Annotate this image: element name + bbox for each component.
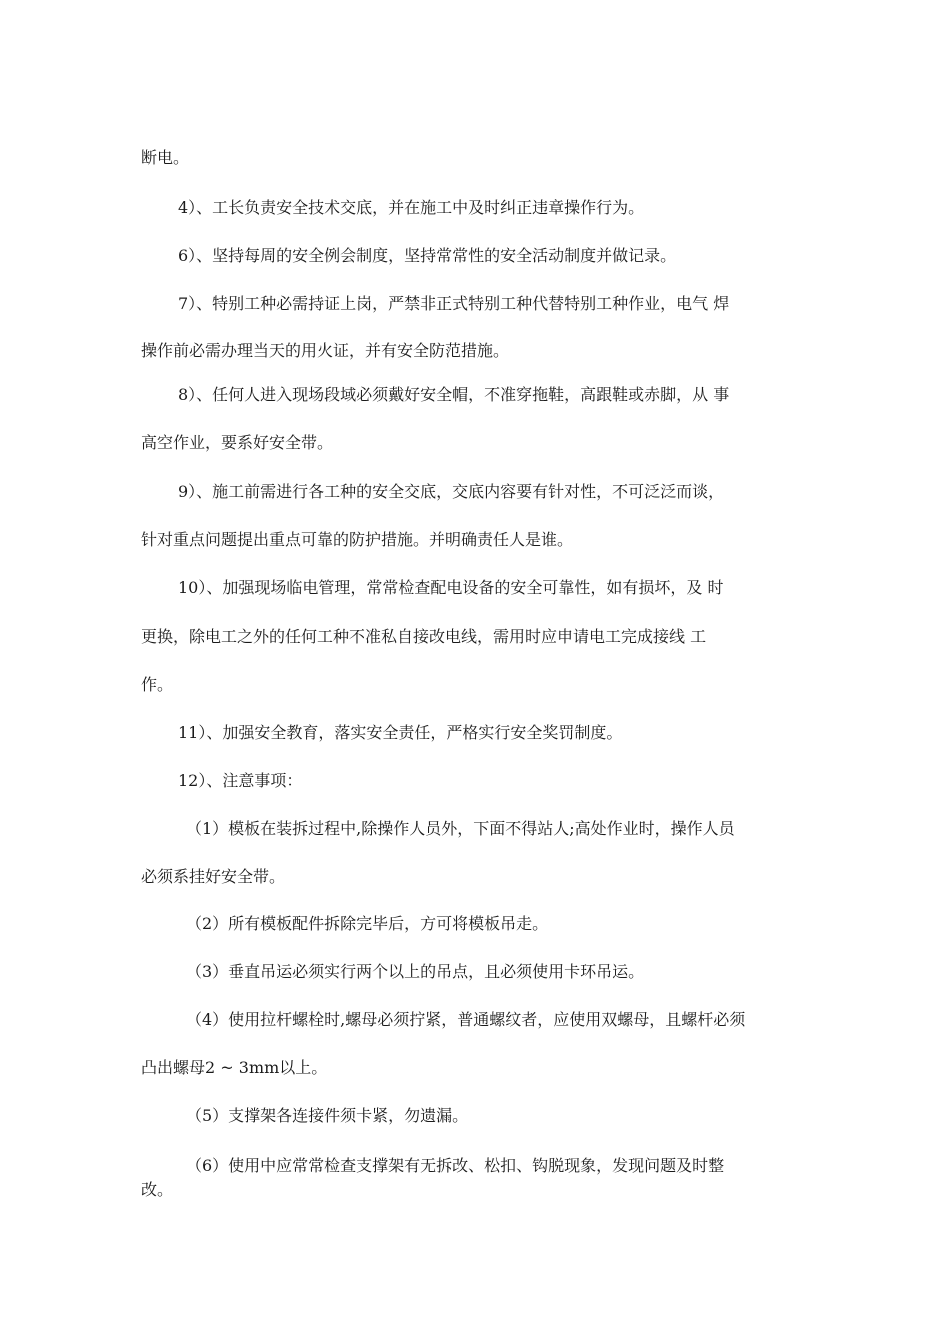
text-line: 11）、加强安全教育，落实安全责任，严格实行安全奖罚制度。 bbox=[178, 723, 623, 742]
text-line: 针对重点问题提出重点可靠的防护措施。并明确责任人是谁。 bbox=[141, 530, 574, 549]
text-line: 9）、施工前需进行各工种的安全交底，交底内容要有针对性，不可泛泛而谈， bbox=[178, 482, 725, 501]
text-line: 操作前必需办理当天的用火证，并有安全防范措施。 bbox=[141, 341, 510, 360]
text-line: 断电。 bbox=[141, 148, 190, 167]
text-line: 4）、工长负责安全技术交底，并在施工中及时纠正违章操作行为。 bbox=[178, 198, 645, 217]
text-line: （2）所有模板配件拆除完毕后，方可将模板吊走。 bbox=[186, 914, 549, 933]
text-line: 12）、注意事项： bbox=[178, 771, 303, 790]
text-line: 改。 bbox=[141, 1180, 174, 1199]
text-line: 10）、加强现场临电管理，常常检查配电设备的安全可靠性，如有损坏，及 时 bbox=[178, 578, 724, 597]
text-line: 8）、任何人进入现场段域必须戴好安全帽，不准穿拖鞋，高跟鞋或赤脚，从 事 bbox=[178, 385, 730, 404]
text-line: （5）支撑架各连接件须卡紧，勿遗漏。 bbox=[186, 1106, 469, 1125]
text-line: 6）、坚持每周的安全例会制度，坚持常常性的安全活动制度并做记录。 bbox=[178, 246, 677, 265]
text-line: 高空作业，要系好安全带。 bbox=[141, 433, 334, 452]
text-line: 作。 bbox=[141, 675, 174, 694]
text-line: （4）使用拉杆螺栓时,螺母必须拧紧，普通螺纹者，应使用双螺母，且螺杆必须 bbox=[186, 1010, 746, 1029]
text-line: 凸出螺母2 ~ 3mm以上。 bbox=[141, 1058, 328, 1077]
text-line: 更换，除电工之外的任何工种不准私自接改电线，需用时应申请电工完成接线 工 bbox=[141, 627, 707, 646]
text-line: （3）垂直吊运必须实行两个以上的吊点，且必须使用卡环吊运。 bbox=[186, 962, 645, 981]
text-line: 7）、特别工种必需持证上岗，严禁非正式特别工种代替特别工种作业，电气 焊 bbox=[178, 294, 730, 313]
text-line: （6）使用中应常常检查支撑架有无拆改、松扣、钩脱现象，发现问题及时整 bbox=[186, 1156, 725, 1175]
text-line: （1）模板在装拆过程中,除操作人员外，下面不得站人;高处作业时，操作人员 bbox=[186, 819, 735, 838]
text-line: 必须系挂好安全带。 bbox=[141, 867, 286, 886]
